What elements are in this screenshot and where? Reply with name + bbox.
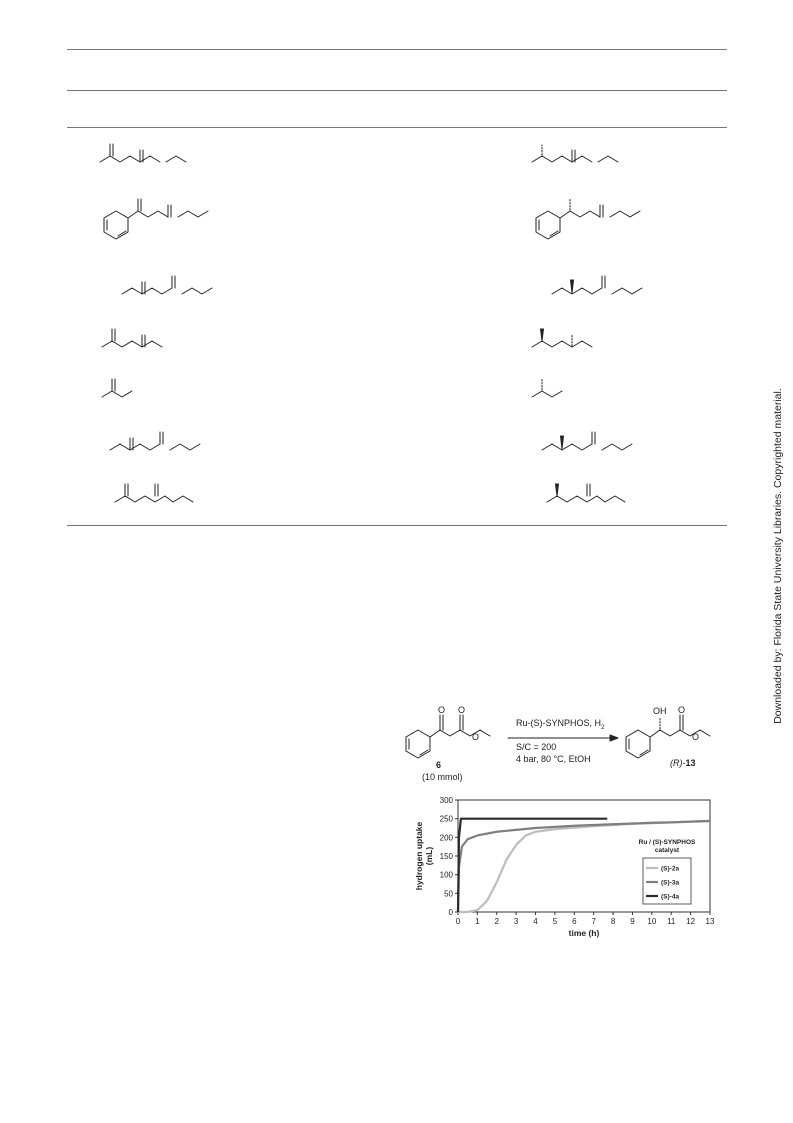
product-structure-7 (545, 480, 635, 510)
x-tick-label: 10 (647, 917, 657, 926)
substrate-ketone-o: O (438, 705, 446, 715)
product-structure-3 (550, 272, 650, 302)
table-rule-top (67, 49, 727, 50)
y-tick-label: 300 (439, 796, 453, 805)
download-notice-text: Downloaded by: Florida State University Libraries. Copyrighted material. (772, 388, 784, 724)
legend-entry-1: (S)-2a (661, 865, 680, 873)
substrate-ether-o: O (472, 732, 480, 742)
y-tick-label: 0 (448, 908, 453, 917)
substrate-structure-3 (120, 272, 220, 302)
substrate-structure-4 (100, 325, 170, 355)
x-tick-label: 7 (591, 917, 596, 926)
legend-title: Ru / (S)-SYNPHOS (638, 839, 696, 846)
x-tick-label: 6 (572, 917, 577, 926)
substrate-ester-o: O (458, 705, 466, 715)
x-tick-label: 5 (552, 917, 558, 926)
legend-title-2: catalyst (654, 847, 680, 854)
product-structure-4 (530, 325, 600, 355)
x-tick-label: 8 (610, 917, 616, 926)
hydrogen-uptake-chart (400, 790, 730, 960)
x-axis-label: time (h) (568, 928, 600, 938)
catalyst-ratio: S/C = 200 (516, 742, 557, 752)
substrate-label: 6 (436, 760, 442, 770)
table-rule-body (67, 127, 727, 128)
y-tick-label: 250 (439, 814, 453, 824)
legend-entry-3: (S)-4a (661, 893, 680, 901)
substrate-structure-6 (108, 428, 208, 458)
substrate-structure-5 (100, 375, 150, 405)
substrate-amount: (10 mmol) (422, 772, 463, 782)
x-tick-label: 3 (513, 917, 519, 926)
reagent-label: Ru-(S)-SYNPHOS, $H_2$ (516, 718, 605, 731)
table-rule-bottom (67, 525, 727, 526)
x-tick-label: 2 (494, 917, 499, 926)
y-tick-label: 100 (439, 870, 453, 880)
reaction-conditions: 4 bar, 80 °C, EtOH (516, 754, 591, 764)
table-rule-header (67, 90, 727, 91)
x-tick-label: 11 (667, 917, 676, 926)
product-structure-5 (530, 375, 580, 405)
x-tick-label: 4 (533, 917, 538, 926)
reaction-scheme (400, 700, 730, 790)
y-tick-label: 150 (439, 852, 453, 861)
product-structure-2 (530, 195, 650, 243)
x-tick-label: 0 (455, 917, 461, 926)
legend-entry-2: (S)-3a (661, 879, 680, 887)
x-tick-label: 12 (686, 917, 696, 926)
substrate-structure-7 (113, 480, 203, 510)
x-tick-label: 9 (630, 917, 635, 926)
substrate-structure-1 (98, 140, 188, 170)
download-notice (768, 380, 788, 740)
y-tick-label: 200 (439, 833, 453, 843)
product-structure-1 (530, 140, 620, 170)
product-ester-o: O (678, 705, 686, 715)
x-tick-label: 13 (705, 917, 715, 926)
substrate-structure-2 (98, 195, 218, 243)
x-tick-label: 1 (475, 917, 480, 926)
y-axis-label: hydrogen uptake(mL) (414, 821, 434, 891)
product-oh: OH (653, 706, 667, 716)
y-tick-label: 50 (444, 889, 453, 899)
product-label: (R)-13 (670, 758, 696, 768)
product-ether-o: O (692, 732, 700, 742)
product-structure-6 (540, 428, 640, 458)
